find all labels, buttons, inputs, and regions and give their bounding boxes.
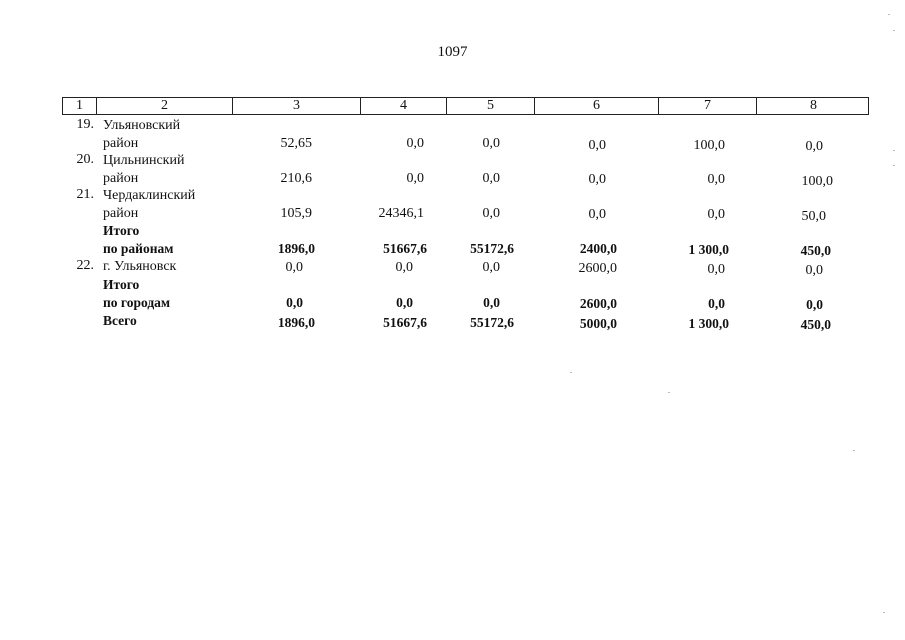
table-cell: 0,0 <box>805 139 823 154</box>
header-col-6: 6 <box>535 98 659 114</box>
table-cell: 210,6 <box>280 171 312 186</box>
row-label: Ульяновский <box>103 118 181 133</box>
header-col-5: 5 <box>447 98 535 114</box>
header-col-3: 3 <box>233 98 361 114</box>
scan-speck <box>668 392 670 393</box>
table-cell: 100,0 <box>801 174 833 189</box>
table-cell: 51667,6 <box>383 315 427 330</box>
table-cell: 0,0 <box>396 295 413 310</box>
subtotal-label: Итого <box>103 223 140 238</box>
table-cell: 100,0 <box>693 138 725 153</box>
table-cell: 0,0 <box>285 260 303 275</box>
table-cell: 2400,0 <box>579 241 617 256</box>
table-cell: 24346,1 <box>378 206 424 221</box>
table-cell: 450,0 <box>800 243 831 258</box>
row-label-line2: район <box>103 136 139 151</box>
table-cell: 0,0 <box>395 260 413 275</box>
table-cell: 0,0 <box>805 263 823 278</box>
subtotal-label-line2: по районам <box>103 241 174 256</box>
header-col-8: 8 <box>810 98 817 113</box>
header-col-7: 7 <box>659 98 757 114</box>
table-cell: 0,0 <box>482 171 500 186</box>
table-cell: 0,0 <box>707 172 725 187</box>
table-cell: 2600,0 <box>578 261 617 276</box>
subtotal-label: Итого <box>103 277 140 292</box>
scan-speck <box>883 612 885 613</box>
table-cell: 50,0 <box>801 209 826 224</box>
row-label: Чердаклинский <box>103 188 196 203</box>
table-cell: 0,0 <box>588 207 606 222</box>
table-cell: 0,0 <box>406 171 424 186</box>
table-cell: 450,0 <box>800 317 831 332</box>
table-cell: 2600,0 <box>579 296 617 311</box>
table-cell: 51667,6 <box>383 241 427 256</box>
table-header-row <box>62 97 869 115</box>
table-cell: 0,0 <box>406 136 424 151</box>
table-cell: 1896,0 <box>277 241 315 256</box>
page-number: 1097 <box>437 44 468 60</box>
table-cell: 0,0 <box>588 138 606 153</box>
row-label-line2: район <box>103 171 139 186</box>
table-cell: 0,0 <box>707 262 725 277</box>
row-number: 22. <box>76 258 94 273</box>
row-number: 19. <box>76 117 94 132</box>
table-cell: 52,65 <box>280 136 312 151</box>
table-cell: 1 300,0 <box>688 316 729 331</box>
table-cell: 0,0 <box>588 172 606 187</box>
table-cell: 0,0 <box>482 136 500 151</box>
table-cell: 0,0 <box>286 295 303 310</box>
table-cell: 105,9 <box>280 206 312 221</box>
header-col-4: 4 <box>361 98 447 114</box>
table-cell: 55172,6 <box>470 315 514 330</box>
scan-speck <box>893 165 895 166</box>
row-number: 20. <box>76 152 94 167</box>
table-cell: 0,0 <box>708 296 725 311</box>
table-cell: 0,0 <box>707 207 725 222</box>
scan-speck <box>893 30 895 31</box>
table-cell: 0,0 <box>483 295 500 310</box>
total-label: Всего <box>103 313 137 328</box>
header-col-2: 2 <box>97 98 233 114</box>
scan-speck <box>893 150 895 151</box>
scan-speck <box>853 450 855 451</box>
table-cell: 1 300,0 <box>688 242 729 257</box>
row-label: г. Ульяновск <box>103 259 177 274</box>
table-cell: 0,0 <box>482 260 500 275</box>
row-number: 21. <box>76 187 94 202</box>
row-label-line2: район <box>103 206 139 221</box>
header-col-1: 1 <box>63 98 97 114</box>
scan-speck <box>888 14 890 15</box>
table-cell: 1896,0 <box>277 315 315 330</box>
table-cell: 0,0 <box>806 297 823 312</box>
table-cell: 55172,6 <box>470 241 514 256</box>
subtotal-label-line2: по городам <box>103 295 171 310</box>
table-cell: 0,0 <box>482 206 500 221</box>
table-cell: 5000,0 <box>579 316 617 331</box>
scan-speck <box>570 372 572 373</box>
row-label: Цильнинский <box>103 153 185 168</box>
